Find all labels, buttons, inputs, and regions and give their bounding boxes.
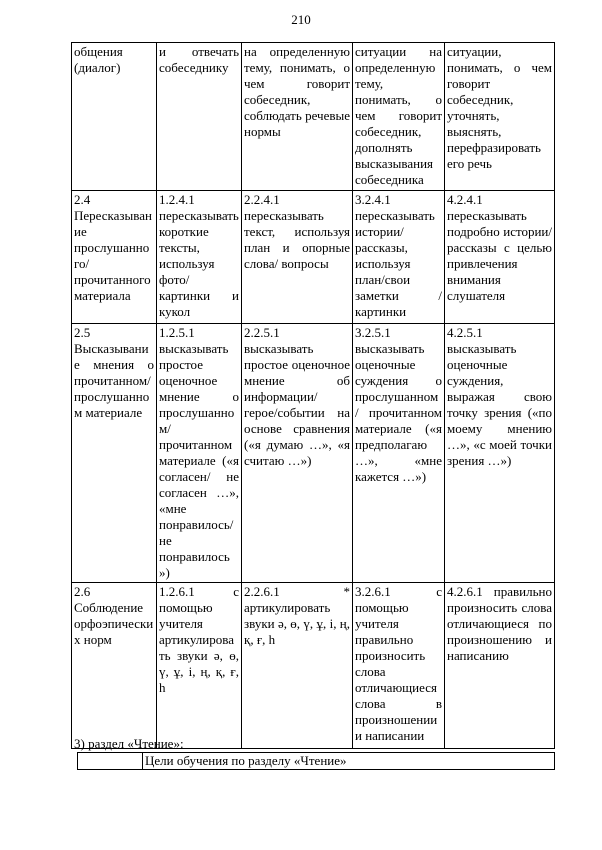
table-cell: 1.2.4.1 пересказывать короткие тексты, используя фото/картинки и кукол [157,191,242,324]
table-cell: 4.2.5.1 высказывать оценочные суждения, выражая свою точку зрения («по моему мнению …», «с моей точки зрения …») [445,324,555,583]
section-heading: 3) раздел «Чтение»: [74,736,184,751]
table-cell: 2.6 Соблюдение орфоэпических норм [72,583,157,749]
table-cell: 4.2.6.1 правильно произносить слова отличающиеся по произношению и написанию [445,583,555,749]
empty-cell [78,753,143,770]
table-row [78,753,555,770]
learning-goals-table [71,42,555,749]
table-cell: 3.2.4.1 пересказывать истории/рассказы, используя план/свои заметки /картинки [353,191,445,324]
table-row [72,191,555,324]
table-cell: ситуации на определенную тему, понимать, о чем говорит собеседник, дополнять высказывания собеседника [353,43,445,191]
table-row [72,43,555,191]
table-row [72,583,555,749]
table-cell: и отвечать собеседнику [157,43,242,191]
table-cell: ситуации, понимать, о чем говорит собеседник, уточнять, выяснять, перефразировать его речь [445,43,555,191]
table-cell: 1.2.6.1 с помощью учителя артикулировать звуки ә, ө, ү, ұ, і, ң, қ, ғ, һ [157,583,242,749]
table-cell: 4.2.4.1 пересказывать подробно истории/рассказы с целью привлечения внимания слушателя [445,191,555,324]
table-cell: 2.4 Пересказывание прослушанного/прочитанного материала [72,191,157,324]
table-row [72,324,555,583]
table-cell: 3.2.6.1 с помощью учителя правильно произносить слова отличающиеся слова в произношении и написании [353,583,445,749]
table-cell: 2.5 Высказывание мнения о прочитанном/прослушанном материале [72,324,157,583]
goals-header-cell: Цели обучения по разделу «Чтение» [143,753,555,770]
table-cell: общения (диалог) [72,43,157,191]
table-cell: 2.2.6.1 * артикулировать звуки ә, ө, ү, ұ, і, ң, қ, ғ, һ [242,583,353,749]
table-cell: 2.2.4.1 пересказывать текст, используя план и опорные слова/ вопросы [242,191,353,324]
page-number: 210 [291,12,311,27]
table-cell: на определенную тему, понимать, о чем говорит собеседник, соблюдать речевые нормы [242,43,353,191]
table-cell: 1.2.5.1 высказывать простое оценочное мнение о прослушанном/прочитанном материале («я согласен/ не согласен …», «мне понравилось/не понравилось ») [157,324,242,583]
table-cell: 3.2.5.1 высказывать оценочные суждения о прослушанном / прочитанном материале («я предполагаю …», «мне кажется …») [353,324,445,583]
reading-goals-table [77,752,555,770]
table-cell: 2.2.5.1 высказывать простое оценочное мнение об информации/ герое/событии на основе сравнения («я думаю …», «я считаю …») [242,324,353,583]
